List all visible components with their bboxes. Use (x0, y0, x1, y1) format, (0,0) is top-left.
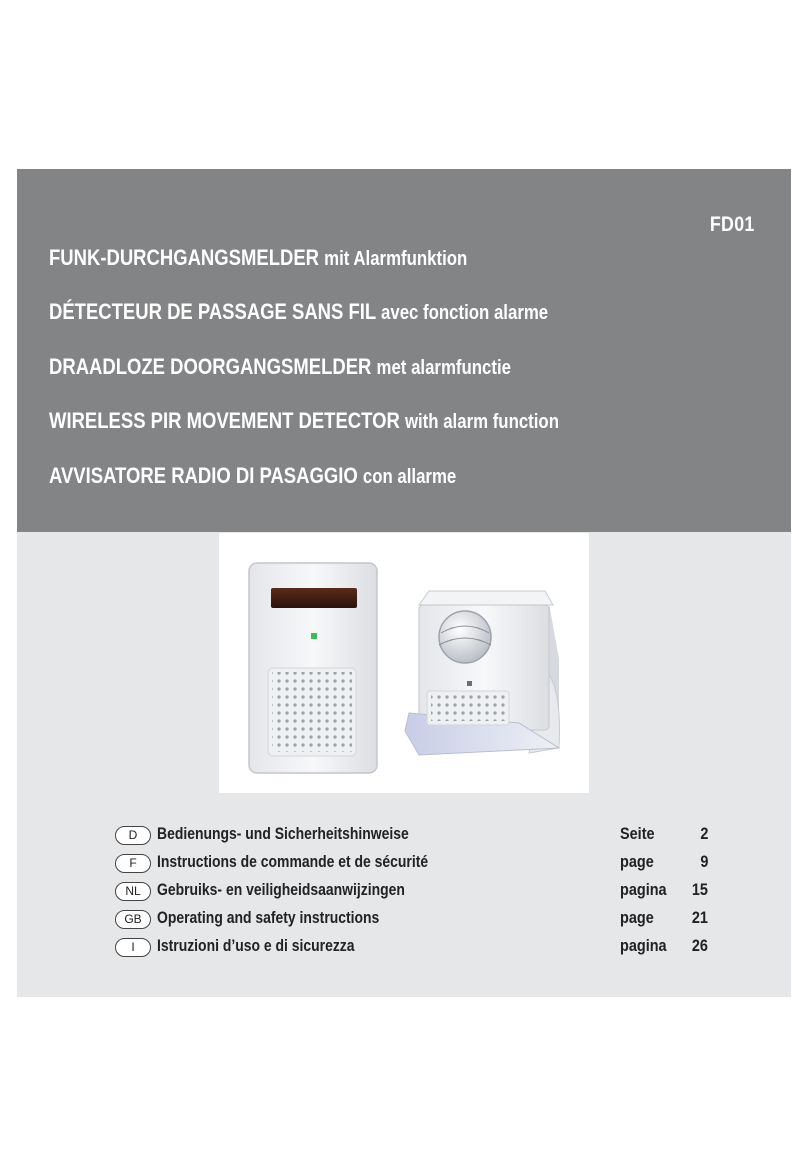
toc-page-number: 26 (691, 936, 708, 955)
title-sub: avec fonction alarme (381, 302, 549, 324)
language-badge: GB (115, 910, 151, 929)
toc-row-german[interactable] (115, 823, 715, 851)
product-illustration (219, 533, 589, 793)
title-main: DÉTECTEUR DE PASSAGE SANS FIL (49, 299, 376, 324)
receiver-unit (249, 563, 377, 773)
toc-page-number: 21 (691, 908, 708, 927)
language-badge: I (115, 938, 151, 957)
language-badge: D (115, 826, 151, 845)
title-dutch (49, 354, 511, 380)
table-of-contents (115, 823, 715, 963)
toc-label: Bedienungs- und Sicherheitshinweise (157, 824, 409, 843)
title-french (49, 299, 548, 325)
title-english (49, 408, 559, 434)
toc-page-word: page (620, 852, 654, 871)
toc-row-french[interactable] (115, 851, 715, 879)
toc-label: Instructions de commande et de sécurité (157, 852, 429, 871)
lower-band (17, 532, 791, 997)
toc-page-word: Seite (620, 824, 655, 843)
toc-row-english[interactable] (115, 907, 715, 935)
toc-page-number: 2 (699, 824, 708, 843)
pir-detector-unit (405, 591, 560, 755)
detector-top (419, 591, 553, 605)
language-badge: F (115, 854, 151, 873)
title-german (49, 245, 467, 271)
detector-led-icon (467, 681, 472, 686)
title-sub: with alarm function (404, 411, 559, 433)
toc-page-word: pagina (620, 880, 667, 899)
title-italian (49, 463, 456, 489)
speaker-holes (272, 672, 352, 752)
title-sub: mit Alarmfunktion (324, 248, 468, 270)
model-number: FD01 (710, 213, 755, 236)
title-sub: met alarmfunctie (376, 357, 511, 379)
product-photo (219, 533, 589, 793)
toc-label: Gebruiks- en veiligheidsaanwijzingen (157, 880, 405, 899)
receiver-display-window (271, 588, 357, 608)
toc-page-word: pagina (620, 936, 667, 955)
toc-row-dutch[interactable] (115, 879, 715, 907)
toc-page-word: page (620, 908, 654, 927)
detector-holes (431, 695, 505, 721)
title-sub: con allarme (362, 466, 457, 488)
toc-row-italian[interactable] (115, 935, 715, 963)
title-main: AVVISATORE RADIO DI PASAGGIO (49, 463, 358, 488)
toc-label: Istruzioni d’uso e di sicurezza (157, 936, 355, 955)
language-badge: NL (115, 882, 151, 901)
status-led-icon (311, 633, 317, 639)
title-main: DRAADLOZE DOORGANGSMELDER (49, 354, 372, 379)
title-main: WIRELESS PIR MOVEMENT DETECTOR (49, 408, 400, 433)
toc-page-number: 15 (691, 880, 708, 899)
title-main: FUNK-DURCHGANGSMELDER (49, 245, 320, 270)
toc-page-number: 9 (699, 852, 708, 871)
toc-label: Operating and safety instructions (157, 908, 380, 927)
header-band (17, 169, 791, 532)
pir-lens-icon (439, 611, 491, 663)
